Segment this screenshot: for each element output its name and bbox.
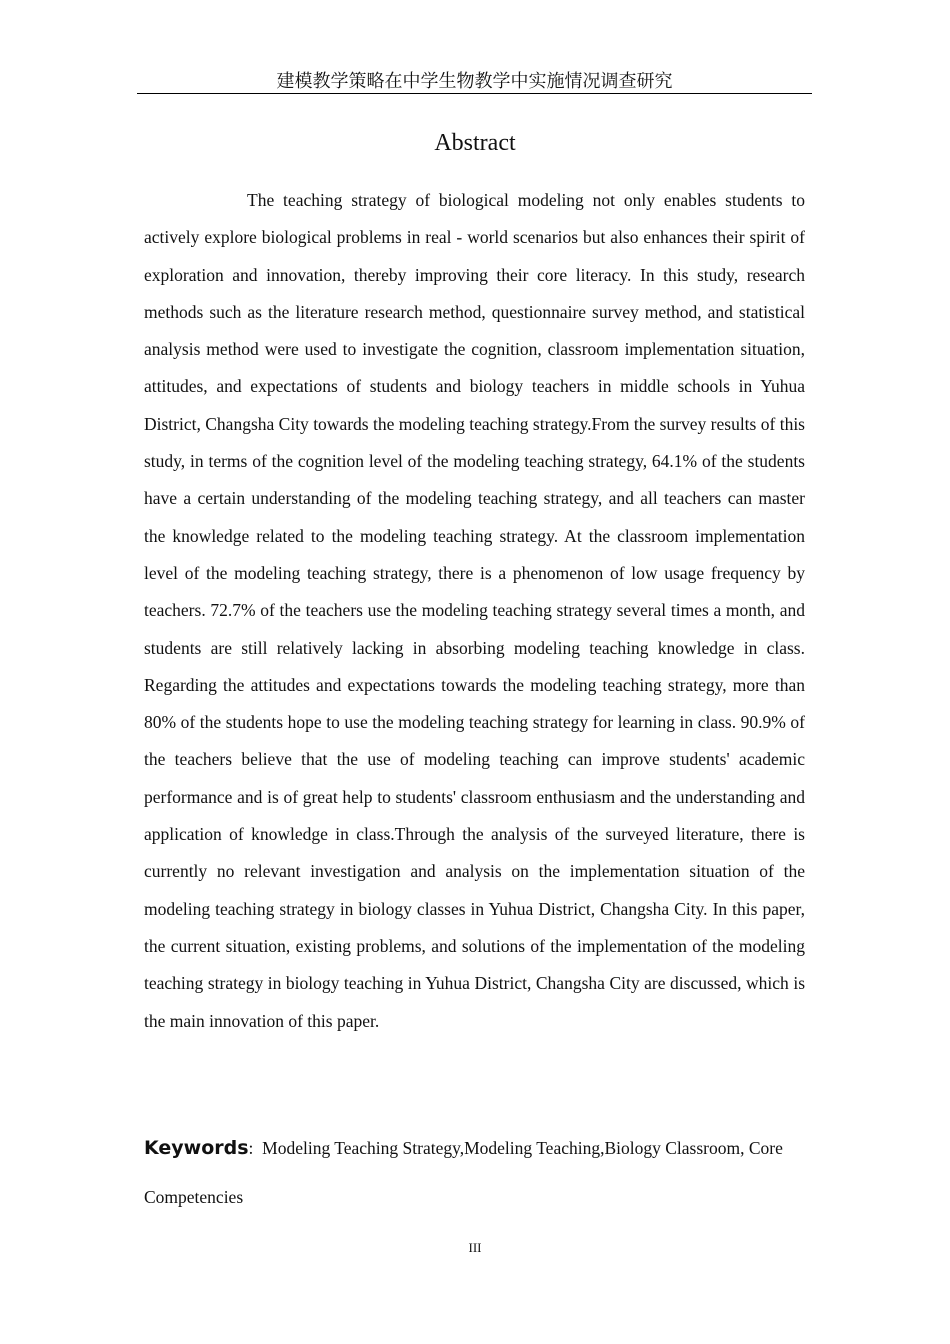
keywords-value: Modeling Teaching Strategy,Modeling Teaching,Biology Classroom, Core Competencies: [144, 1138, 783, 1207]
keywords-separator: :: [248, 1138, 254, 1158]
abstract-title: Abstract: [434, 130, 516, 156]
page-number: III: [468, 1240, 482, 1255]
abstract-body: The teaching strategy of biological modeling not only enables students to actively explore biological problems in real - world scenarios but also enhances their spirit of exploration and innovation, thereby improving their core literacy. In this study, research methods such as the literature research method, questionnaire survey method, and statistical analysis method were used to investigate the cognition, classroom implementation situation, attitudes, and expectations of students and biology teachers in middle schools in Yuhua District, Changsha City towards the modeling teaching strategy.From the survey results of this study, in terms of the cognition level of the modeling teaching strategy, 64.1% of the students have a certain understanding of the modeling teaching strategy, and all teachers can master the knowledge related to the modeling teaching strategy. At the classroom implementation level of the modeling teaching strategy, there is a phenomenon of low usage frequency by teachers. 72.7% of the teachers use the modeling teaching strategy several times a month, and students are still relatively lacking in absorbing modeling teaching knowledge in class. Regarding the attitudes and expectations towards the modeling teaching strategy, more than 80% of the students hope to use the modeling teaching strategy for learning in class. 90.9% of the teachers believe that the use of modeling teaching can improve students' academic performance and is of great help to students' classroom enthusiasm and the understanding and application of knowledge in class.Through the analysis of the surveyed literature, there is currently no relevant investigation and analysis on the implementation situation of the modeling teaching strategy in biology classes in Yuhua District, Changsha City. In this paper, the current situation, existing problems, and solutions of the implementation of the modeling teaching strategy in biology teaching in Yuhua District, Changsha City are discussed, which is the main innovation of this paper.: [144, 190, 805, 1031]
keywords-label: Keywords: [144, 1137, 249, 1159]
keywords-line: [144, 1124, 805, 1222]
running-header: 建模教学策略在中学生物教学中实施情况调查研究: [137, 70, 812, 94]
